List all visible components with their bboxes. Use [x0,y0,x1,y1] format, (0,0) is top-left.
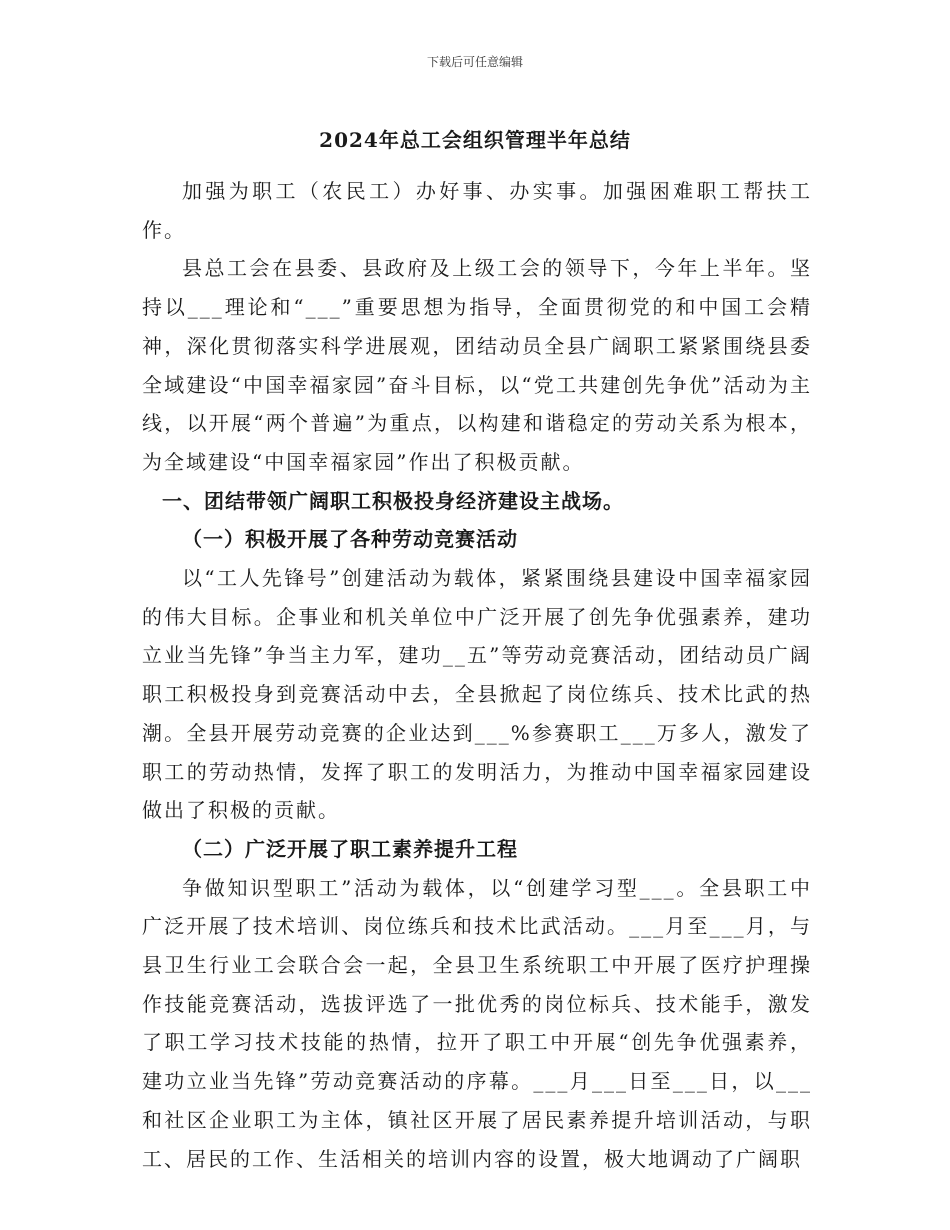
paragraph: 加强为职工（农民工）办好事、办实事。加强困难职工帮扶工作。 [142,179,812,242]
header-note: 下载后可任意编辑 [426,55,523,69]
document-title: 2024年总工会组织管理半年总结 [319,128,631,152]
section-heading: 一、团结带领广阔职工积极投身经济建设主战场。 [162,488,624,513]
document-body [142,172,812,1178]
paragraph: 以“工人先锋号”创建活动为载体，紧紧围绕县建设中国幸福家园的伟大目标。企事业和机关单位中广泛开展了创先争优强素养，建功立业当先锋”争当主力军，建功__五”等劳动竞赛活动，团结动员广阔职工积极投身到竞赛活动中去，全县掀起了岗位练兵、技术比武的热潮。全县开展劳动竞赛的企业达到___%参赛职工___万多人，激发了职工的劳动热情，发挥了职工的发明活力，为推动中国幸福家园建设做出了积极的贡献。 [142,566,812,823]
subsection-heading: （二）广泛开展了职工素养提升工程 [182,836,518,861]
paragraph: 争做知识型职工”活动为载体，以“创建学习型___。全县职工中广泛开展了技术培训、岗位练兵和技术比武活动。___月至___月，与县卫生行业工会联合会一起，全县卫生系统职工中开展了医疗护理操作技能竞赛活动，选拔评选了一批优秀的岗位标兵、技术能手，激发了职工学习技术技能的热情，拉开了职工中开展“创先争优强素养，建功立业当先锋”劳动竞赛活动的序幕。___月___日至___日，以___和社区企业职工为主体，镇社区开展了居民素养提升培训活动，与职工、居民的工作、生活相关的培训内容的设置，极大地调动了广阔职 [142,875,812,1171]
subsection-heading: （一）积极开展了各种劳动竞赛活动 [182,527,518,552]
paragraph: 县总工会在县委、县政府及上级工会的领导下，今年上半年。坚持以___理论和“___”重要思想为指导，全面贯彻党的和中国工会精神，深化贯彻落实科学进展观，团结动员全县广阔职工紧紧围绕县委全域建设“中国幸福家园”奋斗目标，以“党工共建创先争优”活动为主线，以开展“两个普遍”为重点，以构建和谐稳定的劳动关系为根本，为全域建设“中国幸福家园”作出了积极贡献。 [142,256,812,474]
